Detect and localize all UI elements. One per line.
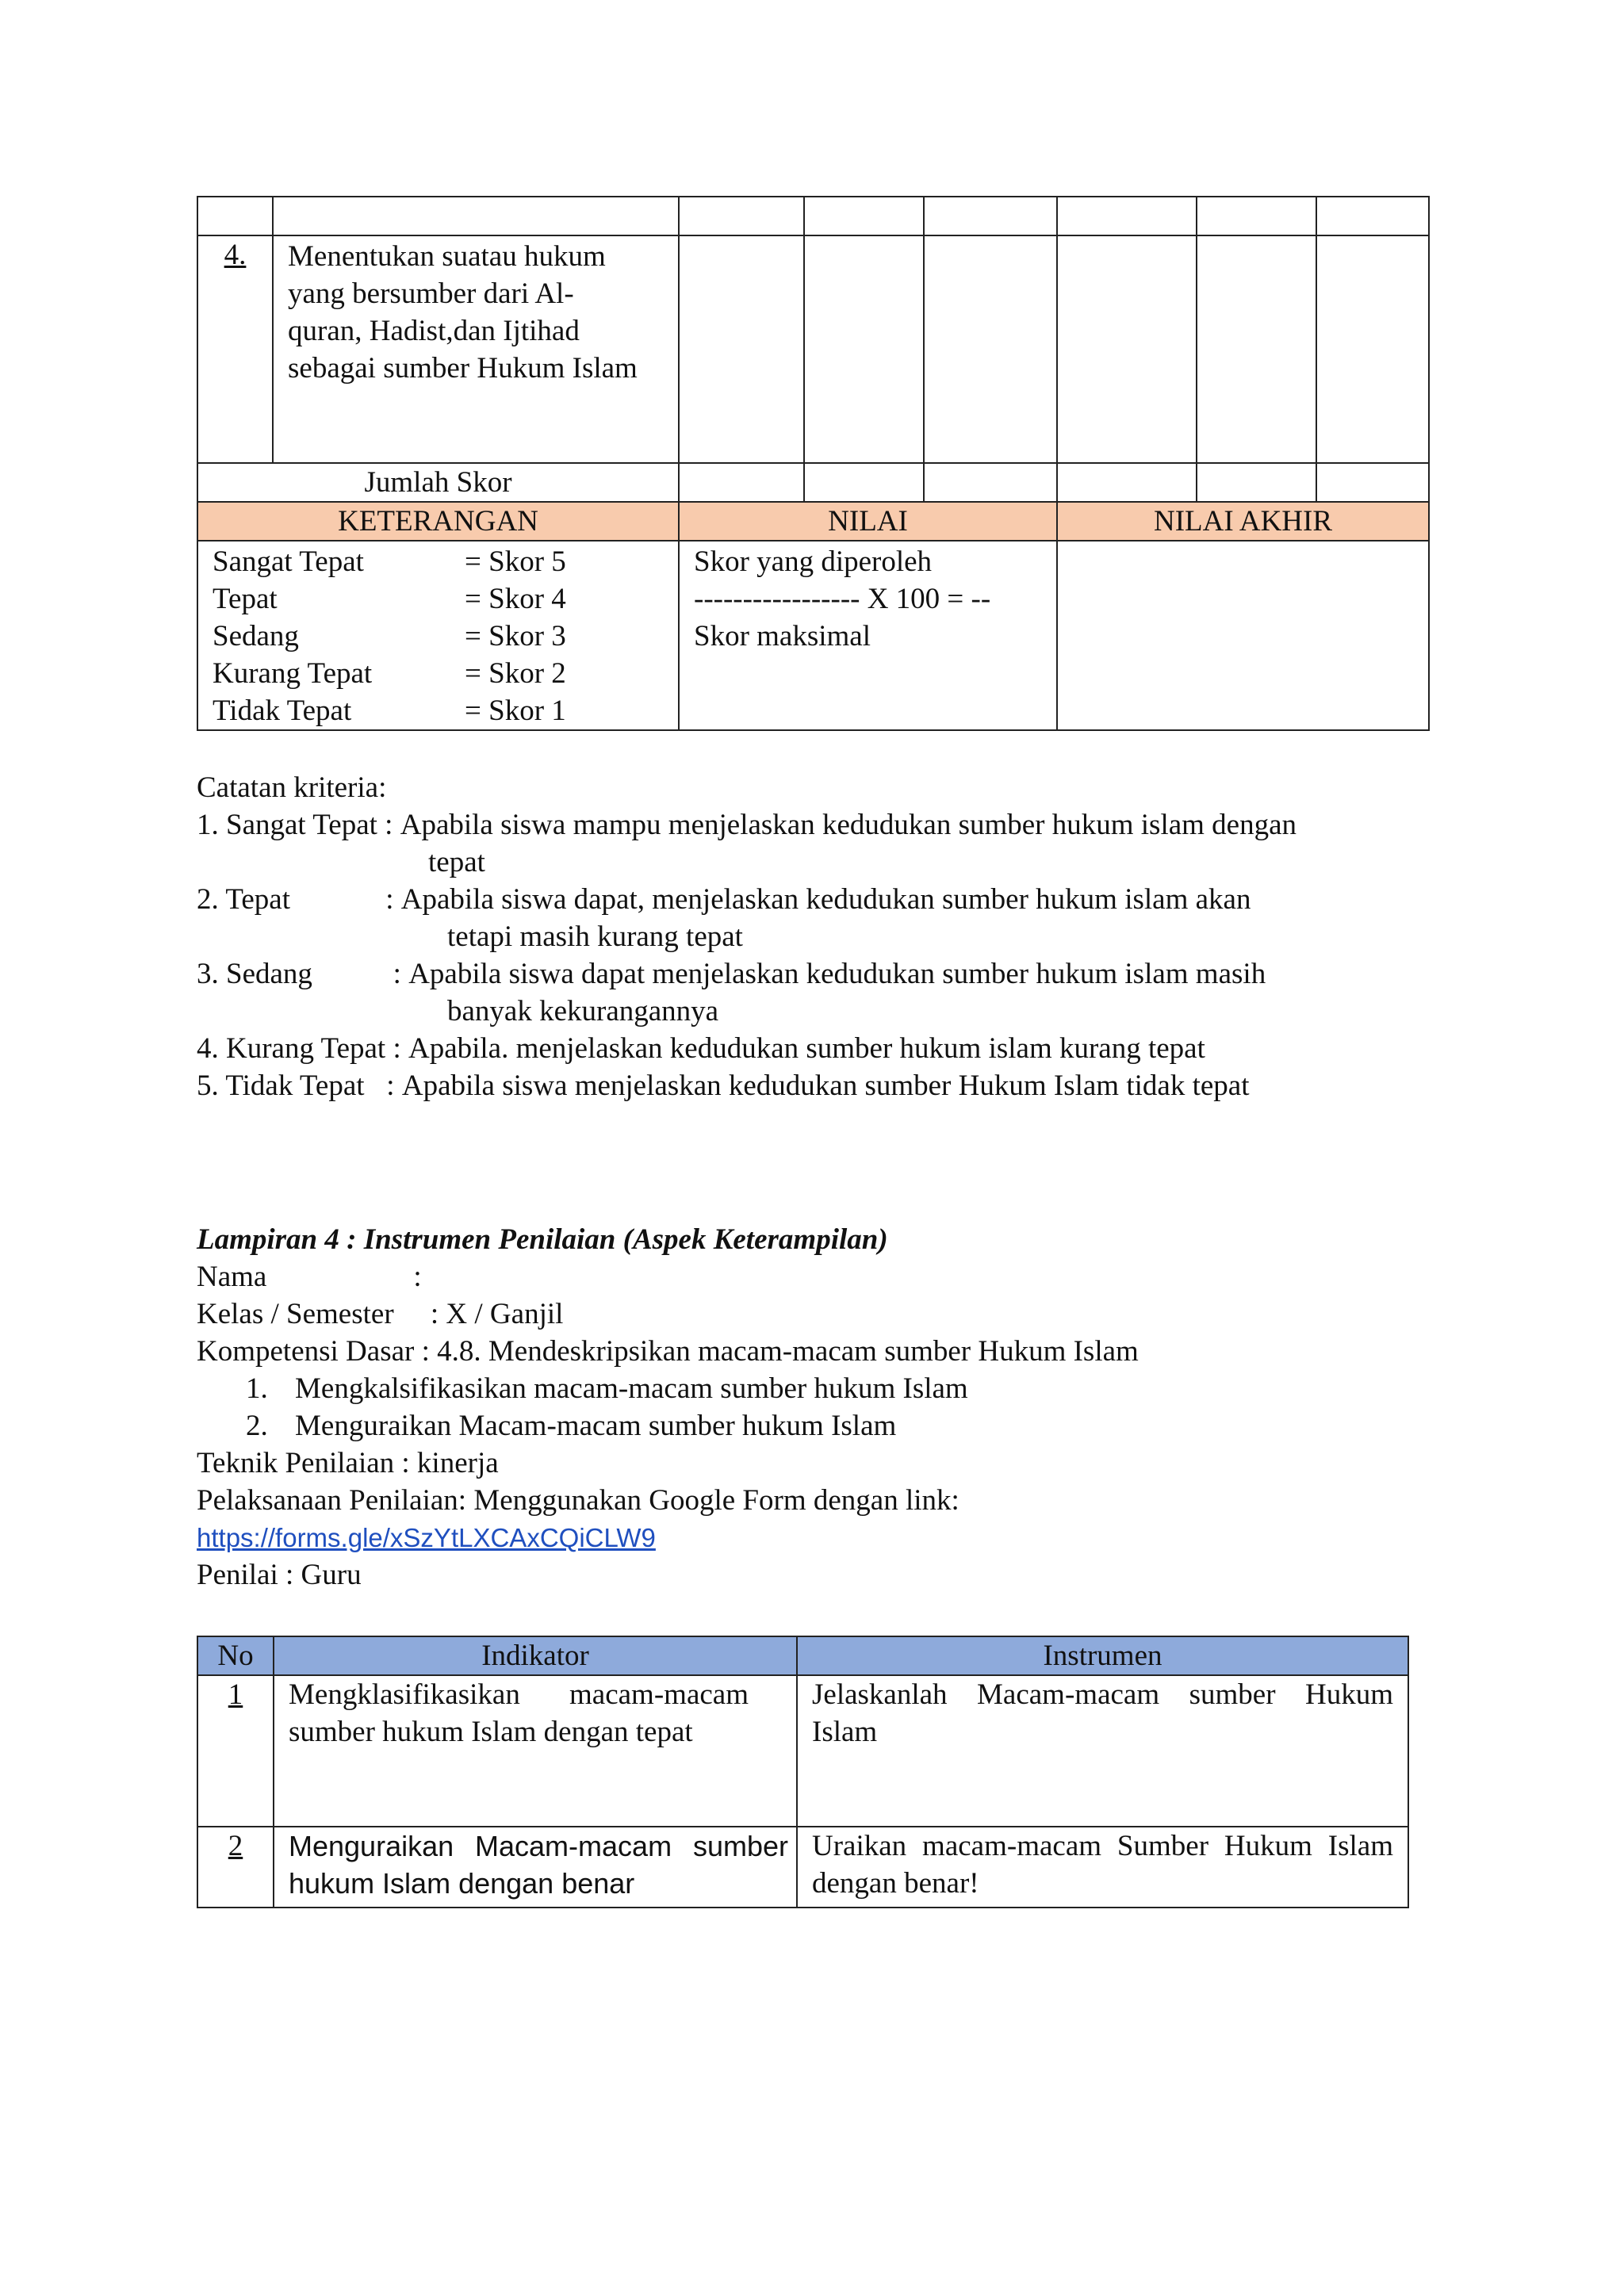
pelaksanaan-penilaian: Pelaksanaan Penilaian: Menggunakan Google Form dengan link: <box>197 1484 959 1517</box>
formula-line: ----------------- X 100 = -- <box>694 583 991 615</box>
instrument-header-row <box>197 1636 1408 1675</box>
scale-line: Sangat Tepat = Skor 5 <box>213 545 566 578</box>
criteria-cont: banyak kekurangannya <box>447 995 719 1027</box>
criteria-cont: tetapi masih kurang tepat <box>447 920 743 953</box>
scale-line: Tepat = Skor 4 <box>213 583 566 615</box>
header-nilai-akhir: NILAI AKHIR <box>1057 502 1429 541</box>
header-instrumen: Instrumen <box>797 1636 1408 1675</box>
table-row <box>197 1827 1408 1908</box>
header-nilai: NILAI <box>679 502 1057 541</box>
google-form-link[interactable]: https://forms.gle/xSzYtLXCAxCQiCLW9 <box>197 1523 656 1552</box>
criteria-item: 4. Kurang Tepat : Apabila. menjelaskan kedudukan sumber hukum islam kurang tepat <box>197 1032 1205 1065</box>
criteria-title: Catatan kriteria: <box>197 771 387 804</box>
final-score-cell <box>1057 541 1429 730</box>
penilai: Penilai : Guru <box>197 1559 362 1591</box>
scale-line: Sedang = Skor 3 <box>213 620 566 652</box>
kompetensi-dasar: Kompetensi Dasar : 4.8. Mendeskripsikan macam-macam sumber Hukum Islam <box>197 1335 1139 1368</box>
kd-sub-item: 2. Menguraikan Macam-macam sumber hukum Islam <box>246 1410 897 1442</box>
criteria-item: 3. Sedang : Apabila siswa dapat menjelaskan kedudukan sumber hukum islam masih <box>197 958 1266 990</box>
criteria-notes <box>197 769 1428 1104</box>
formula-line: Skor yang diperoleh <box>694 545 933 578</box>
row-no: 1 <box>197 1675 274 1827</box>
score-scale <box>197 541 679 730</box>
summary-header-row <box>197 502 1429 541</box>
header-indikator: Indikator <box>274 1636 797 1675</box>
table-row-4 <box>197 235 1429 463</box>
score-formula <box>679 541 1057 730</box>
row-instrumen: Jelaskanlah Macam-macam sumber Hukum Islam <box>797 1675 1408 1827</box>
header-keterangan: KETERANGAN <box>197 502 679 541</box>
row-indicator-text: Menentukan suatau hukum yang bersumber dari Al-quran, Hadist,dan Ijtihad sebagai sumber Hukum Islam <box>273 235 679 463</box>
total-score-row <box>197 463 1429 502</box>
row-indikator: Menguraikan Macam-macam sumber hukum Islam dengan benar <box>274 1827 797 1908</box>
row-number: 4. <box>197 235 273 463</box>
formula-line: Skor maksimal <box>694 620 871 652</box>
table-row <box>197 1675 1408 1827</box>
lampiran-title: Lampiran 4 : Instrumen Penilaian (Aspek Keterampilan) <box>197 1223 888 1256</box>
kd-sub-item: 1. Mengkalsifikasikan macam-macam sumber hukum Islam <box>246 1372 968 1405</box>
teknik-penilaian: Teknik Penilaian : kinerja <box>197 1447 499 1479</box>
nama-field: Nama : <box>197 1261 422 1293</box>
criteria-item: 2. Tepat : Apabila siswa dapat, menjelaskan kedudukan sumber hukum islam akan <box>197 883 1251 916</box>
criteria-cont: tepat <box>428 846 485 878</box>
scale-line: Kurang Tepat = Skor 2 <box>213 657 566 690</box>
header-no: No <box>197 1636 274 1675</box>
row-instrumen: Uraikan macam-macam Sumber Hukum Islam dengan benar! <box>797 1827 1408 1908</box>
score-table <box>197 196 1430 731</box>
criteria-item: 1. Sangat Tepat : Apabila siswa mampu menjelaskan kedudukan sumber hukum islam dengan <box>197 809 1297 841</box>
kelas-field: Kelas / Semester : X / Ganjil <box>197 1298 564 1330</box>
summary-body-row <box>197 541 1429 730</box>
table-row-empty <box>197 197 1429 235</box>
row-indikator: Mengklasifikasikan macam-macam sumber hukum Islam dengan tepat <box>274 1675 797 1827</box>
instrument-table <box>197 1636 1409 1908</box>
lampiran-section <box>197 1221 1428 1594</box>
criteria-item: 5. Tidak Tepat : Apabila siswa menjelaskan kedudukan sumber Hukum Islam tidak tepat <box>197 1070 1250 1102</box>
row-no: 2 <box>197 1827 274 1908</box>
total-score-label: Jumlah Skor <box>197 463 679 502</box>
scale-line: Tidak Tepat = Skor 1 <box>213 695 566 727</box>
